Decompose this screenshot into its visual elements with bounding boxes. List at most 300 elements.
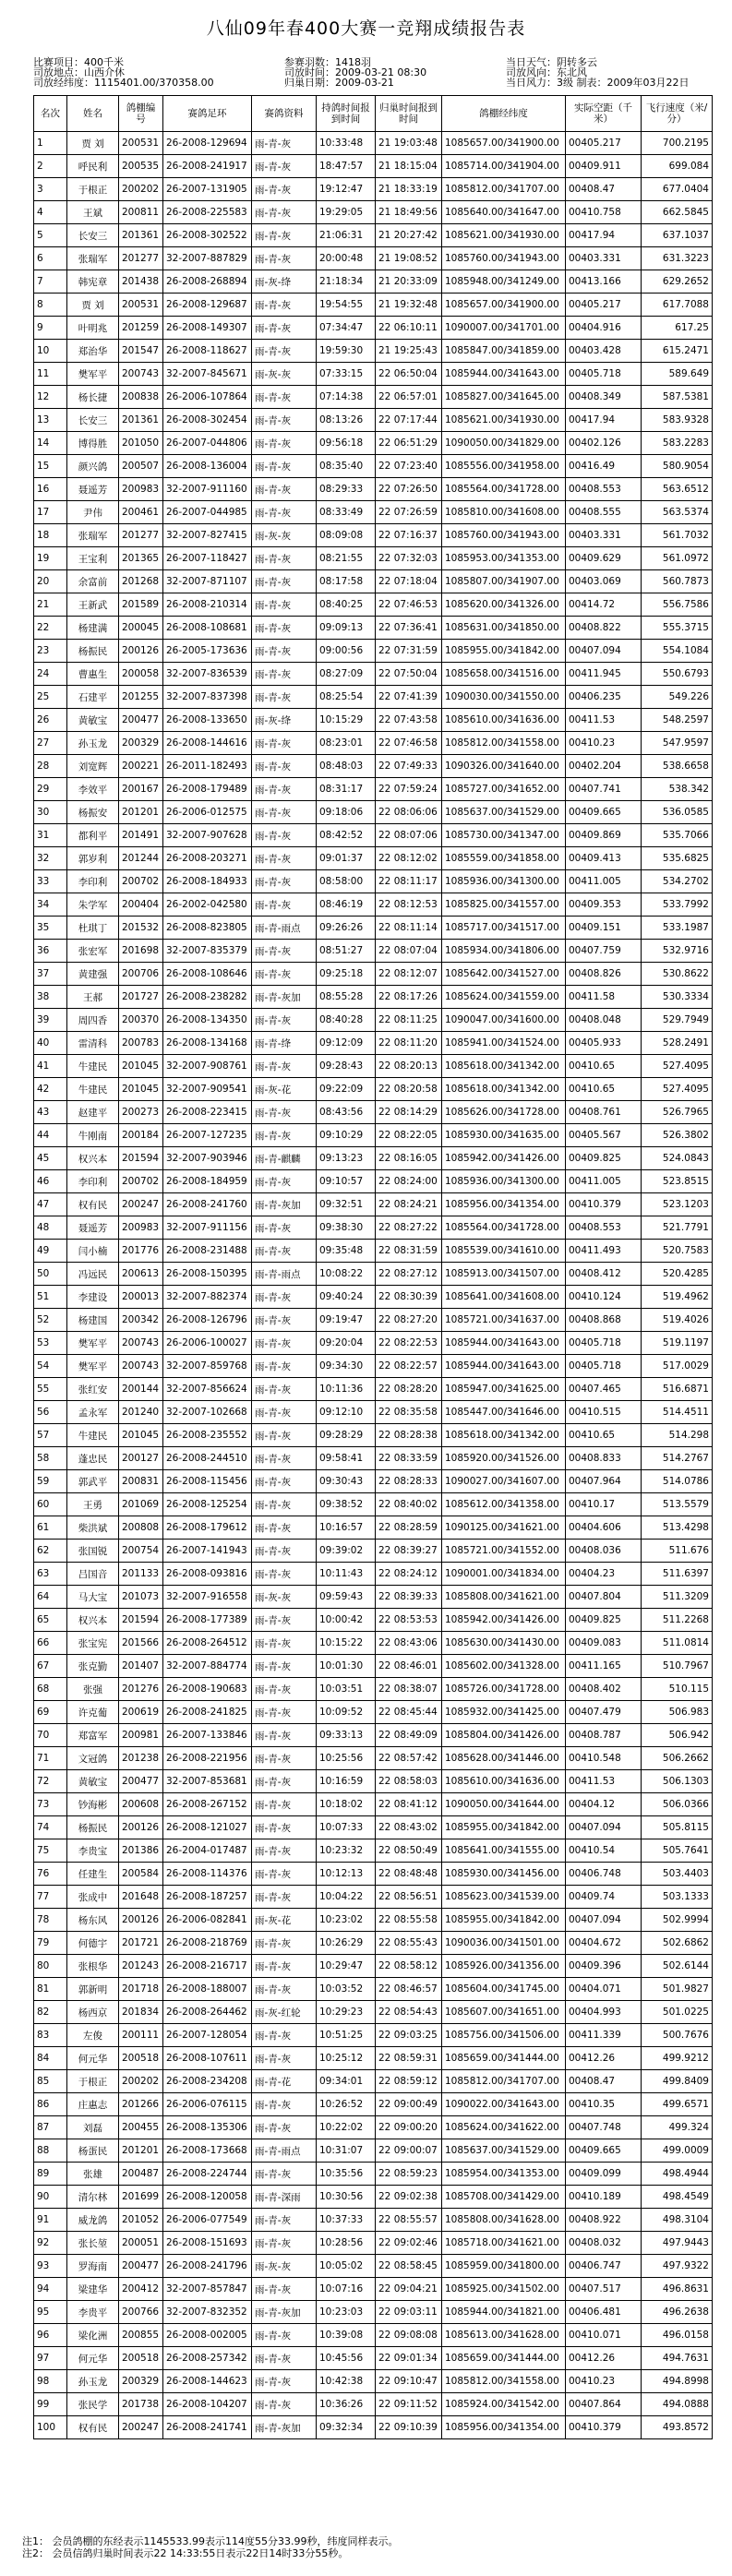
rank-cell: 25 (34, 686, 67, 709)
name-cell: 赵建平 (67, 1101, 119, 1124)
distance-cell: 00403.331 (566, 524, 642, 547)
distance-cell: 00405.217 (566, 294, 642, 317)
speed-cell: 514.2767 (642, 1447, 713, 1470)
name-cell: 周四香 (67, 1009, 119, 1032)
table-row (34, 1678, 713, 1701)
table-row (34, 132, 713, 155)
return-time-cell: 21 19:32:48 (376, 294, 442, 317)
race-info-line: 比赛项目：400千米 (33, 56, 124, 68)
name-cell: 张宝宪 (67, 1632, 119, 1655)
foot-ring-cell: 32-2007-903946 (163, 1147, 252, 1170)
name-cell: 张雄 (67, 2163, 119, 2186)
name-cell: 博得胜 (67, 432, 119, 455)
distance-cell: 00411.53 (566, 1770, 642, 1793)
rank-cell: 40 (34, 1032, 67, 1055)
ring-no-cell: 201244 (119, 847, 163, 870)
ring-no-cell: 201594 (119, 1147, 163, 1170)
coords-cell: 1085621.00/341930.00 (442, 409, 566, 432)
speed-cell: 550.6793 (642, 663, 713, 686)
return-time-cell: 22 08:46:57 (376, 1978, 442, 2001)
foot-ring-cell: 26-2008-264512 (163, 1632, 252, 1655)
duration-cell: 10:16:59 (317, 1770, 376, 1793)
ring-no-cell: 201255 (119, 686, 163, 709)
speed-cell: 511.2268 (642, 1609, 713, 1632)
ring-no-cell: 200743 (119, 1355, 163, 1378)
attr-cell: 雨-青-灰 (252, 2370, 317, 2393)
attr-cell: 雨-青-灰 (252, 2024, 317, 2047)
foot-ring-cell: 26-2008-120058 (163, 2186, 252, 2209)
rank-cell: 100 (34, 2416, 67, 2439)
speed-cell: 499.9212 (642, 2047, 713, 2070)
duration-cell: 10:29:47 (317, 1955, 376, 1978)
table-row (34, 963, 713, 986)
distance-cell: 00409.825 (566, 1609, 642, 1632)
speed-cell: 563.5374 (642, 501, 713, 524)
attr-cell: 雨-青-灰 (252, 1563, 317, 1586)
duration-cell: 08:23:01 (317, 732, 376, 755)
table-row (34, 1147, 713, 1170)
return-time-cell: 22 08:54:43 (376, 2001, 442, 2024)
rank-cell: 78 (34, 1909, 67, 1932)
distance-cell: 00412.26 (566, 2347, 642, 2370)
duration-cell: 10:00:42 (317, 1609, 376, 1632)
coords-cell: 1085618.00/341342.00 (442, 1055, 566, 1078)
distance-cell: 00404.606 (566, 1516, 642, 1540)
rank-cell: 95 (34, 2301, 67, 2324)
foot-ring-cell: 26-2008-238282 (163, 986, 252, 1009)
rank-cell: 77 (34, 1886, 67, 1909)
ring-no-cell: 200811 (119, 201, 163, 224)
return-time-cell: 22 06:57:01 (376, 386, 442, 409)
name-cell: 王斌 (67, 201, 119, 224)
speed-cell: 499.8409 (642, 2070, 713, 2093)
coords-cell: 1085941.00/341524.00 (442, 1032, 566, 1055)
foot-ring-cell: 32-2007-859768 (163, 1355, 252, 1378)
table-row (34, 1839, 713, 1863)
distance-cell: 00410.124 (566, 1286, 642, 1309)
duration-cell: 08:33:49 (317, 501, 376, 524)
rank-cell: 24 (34, 663, 67, 686)
attr-cell: 雨-青-灰 (252, 1793, 317, 1816)
table-row (34, 663, 713, 686)
table-row (34, 1170, 713, 1193)
footnote-1: 注1： 会员鸽棚的东经表示1145533.99表示114度55分33.99秒，纬度同样表示。 (22, 2535, 399, 2547)
table-row (34, 2186, 713, 2209)
distance-cell: 00407.094 (566, 1816, 642, 1839)
name-cell: 贾 刘 (67, 294, 119, 317)
name-cell: 杨长捷 (67, 386, 119, 409)
attr-cell: 雨-灰-花 (252, 1078, 317, 1101)
rank-cell: 83 (34, 2024, 67, 2047)
duration-cell: 20:00:48 (317, 247, 376, 270)
return-time-cell: 22 08:07:06 (376, 824, 442, 847)
attr-cell: 雨-青-雨点 (252, 1263, 317, 1286)
speed-cell: 528.2491 (642, 1032, 713, 1055)
foot-ring-cell: 26-2008-134168 (163, 1032, 252, 1055)
table-row (34, 2232, 713, 2255)
foot-ring-cell: 26-2008-221956 (163, 1747, 252, 1770)
distance-cell: 00407.094 (566, 640, 642, 663)
attr-cell: 雨-青-灰 (252, 732, 317, 755)
foot-ring-cell: 32-2007-887829 (163, 247, 252, 270)
foot-ring-cell: 26-2007-118427 (163, 547, 252, 570)
duration-cell: 10:12:13 (317, 1863, 376, 1886)
return-time-cell: 22 08:27:12 (376, 1263, 442, 1286)
attr-cell: 雨-灰-绛 (252, 270, 317, 294)
return-time-cell: 22 07:18:04 (376, 570, 442, 593)
foot-ring-cell: 26-2006-077549 (163, 2209, 252, 2232)
rank-cell: 7 (34, 270, 67, 294)
table-row (34, 224, 713, 247)
rank-cell: 61 (34, 1516, 67, 1540)
name-cell: 张瑞军 (67, 247, 119, 270)
attr-cell: 雨-青-灰 (252, 570, 317, 593)
duration-cell: 10:23:32 (317, 1839, 376, 1863)
duration-cell: 09:58:41 (317, 1447, 376, 1470)
speed-cell: 547.9597 (642, 732, 713, 755)
duration-cell: 21:18:34 (317, 270, 376, 294)
duration-cell: 09:38:30 (317, 1216, 376, 1240)
coords-cell: 1085607.00/341651.00 (442, 2001, 566, 2024)
name-cell: 蓬忠民 (67, 1447, 119, 1470)
foot-ring-cell: 26-2007-044806 (163, 432, 252, 455)
speed-cell: 561.0972 (642, 547, 713, 570)
ring-no-cell: 200507 (119, 455, 163, 478)
speed-cell: 530.3334 (642, 986, 713, 1009)
return-time-cell: 22 08:40:02 (376, 1493, 442, 1516)
attr-cell: 雨-青-灰 (252, 686, 317, 709)
attr-cell: 雨-青-灰 (252, 1886, 317, 1909)
ring-no-cell: 200535 (119, 155, 163, 178)
table-row (34, 801, 713, 824)
ring-no-cell: 201073 (119, 1586, 163, 1609)
duration-cell: 10:37:33 (317, 2209, 376, 2232)
name-cell: 长安三 (67, 409, 119, 432)
distance-cell: 00407.864 (566, 2393, 642, 2416)
name-cell: 王宝利 (67, 547, 119, 570)
attr-cell: 雨-灰-红轮 (252, 2001, 317, 2024)
coords-cell: 1085641.00/341555.00 (442, 1839, 566, 1863)
duration-cell: 10:07:33 (317, 1816, 376, 1839)
name-cell: 长安三 (67, 224, 119, 247)
coords-cell: 1085628.00/341446.00 (442, 1747, 566, 1770)
name-cell: 王新武 (67, 593, 119, 617)
name-cell: 任建生 (67, 1863, 119, 1886)
speed-cell: 530.8622 (642, 963, 713, 986)
ring-no-cell: 201133 (119, 1563, 163, 1586)
duration-cell: 10:04:22 (317, 1886, 376, 1909)
table-row (34, 617, 713, 640)
coords-cell: 1085810.00/341608.00 (442, 501, 566, 524)
foot-ring-cell: 26-2008-135306 (163, 2116, 252, 2139)
table-row (34, 732, 713, 755)
foot-ring-cell: 26-2007-133846 (163, 1724, 252, 1747)
header-attr: 赛鸽资料 (252, 96, 317, 132)
ring-no-cell: 201727 (119, 986, 163, 1009)
distance-cell: 00408.868 (566, 1309, 642, 1332)
distance-cell: 00404.916 (566, 317, 642, 340)
return-time-cell: 22 08:24:12 (376, 1563, 442, 1586)
table-row (34, 432, 713, 455)
speed-cell: 511.0814 (642, 1632, 713, 1655)
speed-cell: 506.1303 (642, 1770, 713, 1793)
return-time-cell: 22 08:48:48 (376, 1863, 442, 1886)
foot-ring-cell: 26-2008-179489 (163, 778, 252, 801)
rank-cell: 86 (34, 2093, 67, 2116)
rank-cell: 9 (34, 317, 67, 340)
distance-cell: 00410.758 (566, 201, 642, 224)
rank-cell: 49 (34, 1240, 67, 1263)
ring-no-cell: 201045 (119, 1078, 163, 1101)
name-cell: 于根正 (67, 2070, 119, 2093)
return-time-cell: 21 19:08:52 (376, 247, 442, 270)
ring-no-cell: 201277 (119, 524, 163, 547)
rank-cell: 85 (34, 2070, 67, 2093)
speed-cell: 510.7967 (642, 1655, 713, 1678)
name-cell: 杨东风 (67, 1909, 119, 1932)
attr-cell: 雨-青-灰 (252, 1170, 317, 1193)
attr-cell: 雨-青-灰 (252, 1839, 317, 1863)
name-cell: 都利平 (67, 824, 119, 847)
return-time-cell: 22 08:58:03 (376, 1770, 442, 1793)
coords-cell: 1085721.00/341637.00 (442, 1309, 566, 1332)
duration-cell: 18:47:57 (317, 155, 376, 178)
attr-cell: 雨-青-灰加 (252, 1193, 317, 1216)
table-row (34, 524, 713, 547)
coords-cell: 1085808.00/341621.00 (442, 1586, 566, 1609)
coords-cell: 1085760.00/341943.00 (442, 247, 566, 270)
ring-no-cell: 200127 (119, 1447, 163, 1470)
ring-no-cell: 201648 (119, 1886, 163, 1909)
distance-cell: 00402.204 (566, 755, 642, 778)
coords-cell: 1085623.00/341539.00 (442, 1886, 566, 1909)
attr-cell: 雨-青-灰 (252, 294, 317, 317)
distance-cell: 00409.911 (566, 155, 642, 178)
attr-cell: 雨-青-灰 (252, 1770, 317, 1793)
attr-cell: 雨-青-灰 (252, 1724, 317, 1747)
duration-cell: 08:13:26 (317, 409, 376, 432)
foot-ring-cell: 26-2008-225583 (163, 201, 252, 224)
return-time-cell: 22 06:10:11 (376, 317, 442, 340)
table-row (34, 1724, 713, 1747)
rank-cell: 30 (34, 801, 67, 824)
distance-cell: 00410.54 (566, 1839, 642, 1863)
ring-no-cell: 200404 (119, 893, 163, 917)
distance-cell: 00409.74 (566, 1886, 642, 1909)
coords-cell: 1085807.00/341907.00 (442, 570, 566, 593)
duration-cell: 09:33:13 (317, 1724, 376, 1747)
attr-cell: 雨-青-绛 (252, 1032, 317, 1055)
coords-cell: 1085559.00/341858.00 (442, 847, 566, 870)
name-cell: 黄敏宝 (67, 1770, 119, 1793)
distance-cell: 00408.787 (566, 1724, 642, 1747)
speed-cell: 548.2597 (642, 709, 713, 732)
table-row (34, 1032, 713, 1055)
return-time-cell: 21 18:15:04 (376, 155, 442, 178)
return-time-cell: 22 08:39:27 (376, 1540, 442, 1563)
duration-cell: 21:06:31 (317, 224, 376, 247)
ring-no-cell: 200983 (119, 1216, 163, 1240)
rank-cell: 69 (34, 1701, 67, 1724)
coords-cell: 1085944.00/341821.00 (442, 2301, 566, 2324)
distance-cell: 00404.993 (566, 2001, 642, 2024)
attr-cell: 雨-灰-灰 (252, 363, 317, 386)
name-cell: 郭武平 (67, 1470, 119, 1493)
ring-no-cell: 200983 (119, 478, 163, 501)
ring-no-cell: 200167 (119, 778, 163, 801)
coords-cell: 1085613.00/341628.00 (442, 2324, 566, 2347)
speed-cell: 561.7032 (642, 524, 713, 547)
speed-cell: 516.6871 (642, 1378, 713, 1401)
coords-cell: 1085564.00/341728.00 (442, 478, 566, 501)
duration-cell: 10:11:36 (317, 1378, 376, 1401)
name-cell: 张长堃 (67, 2232, 119, 2255)
foot-ring-cell: 26-2008-234208 (163, 2070, 252, 2093)
foot-ring-cell: 26-2008-121027 (163, 1816, 252, 1839)
return-time-cell: 22 07:26:59 (376, 501, 442, 524)
name-cell: 梁建华 (67, 2278, 119, 2301)
attr-cell: 雨-青-灰 (252, 1240, 317, 1263)
return-time-cell: 22 08:28:33 (376, 1470, 442, 1493)
coords-cell: 1085956.00/341354.00 (442, 1193, 566, 1216)
foot-ring-cell: 26-2006-107864 (163, 386, 252, 409)
ring-no-cell: 201491 (119, 824, 163, 847)
duration-cell: 09:20:04 (317, 1332, 376, 1355)
ring-no-cell: 201238 (119, 1747, 163, 1770)
distance-cell: 00405.217 (566, 132, 642, 155)
rank-cell: 48 (34, 1216, 67, 1240)
report-title: 八仙09年春400大赛一竞翔成绩报告表 (206, 18, 526, 39)
coords-cell: 1085717.00/341517.00 (442, 917, 566, 940)
duration-cell: 10:29:23 (317, 2001, 376, 2024)
rank-cell: 10 (34, 340, 67, 363)
rank-cell: 44 (34, 1124, 67, 1147)
attr-cell: 雨-青-灰 (252, 593, 317, 617)
duration-cell: 10:30:56 (317, 2186, 376, 2209)
table-row (34, 294, 713, 317)
distance-cell: 00407.517 (566, 2278, 642, 2301)
return-time-cell: 22 07:46:58 (376, 732, 442, 755)
speed-cell: 496.0158 (642, 2324, 713, 2347)
duration-cell: 10:23:03 (317, 2301, 376, 2324)
name-cell: 杨西京 (67, 2001, 119, 2024)
name-cell: 何元华 (67, 2047, 119, 2070)
foot-ring-cell: 32-2007-837398 (163, 686, 252, 709)
coords-cell: 1085658.00/341516.00 (442, 663, 566, 686)
attr-cell: 雨-青-灰 (252, 1516, 317, 1540)
speed-cell: 506.0366 (642, 1793, 713, 1816)
name-cell: 李贵宝 (67, 1839, 119, 1863)
table-row (34, 870, 713, 893)
table-row (34, 1355, 713, 1378)
attr-cell: 雨-青-灰 (252, 178, 317, 201)
rank-cell: 21 (34, 593, 67, 617)
ring-no-cell: 201045 (119, 1055, 163, 1078)
coords-cell: 1085954.00/341353.00 (442, 2163, 566, 2186)
foot-ring-cell: 26-2008-129687 (163, 294, 252, 317)
foot-ring-cell: 26-2008-108681 (163, 617, 252, 640)
distance-cell: 00408.822 (566, 617, 642, 640)
ring-no-cell: 201532 (119, 917, 163, 940)
speed-cell: 514.4511 (642, 1401, 713, 1424)
duration-cell: 10:15:22 (317, 1632, 376, 1655)
coords-cell: 1085926.00/341356.00 (442, 1955, 566, 1978)
foot-ring-cell: 26-2006-082841 (163, 1909, 252, 1932)
foot-ring-cell: 26-2008-179612 (163, 1516, 252, 1540)
distance-cell: 00409.665 (566, 801, 642, 824)
foot-ring-cell: 26-2008-268894 (163, 270, 252, 294)
table-row (34, 709, 713, 732)
speed-cell: 534.2702 (642, 870, 713, 893)
attr-cell: 雨-青-灰 (252, 1216, 317, 1240)
ring-no-cell: 201365 (119, 547, 163, 570)
rank-cell: 1 (34, 132, 67, 155)
table-row (34, 247, 713, 270)
foot-ring-cell: 26-2008-177389 (163, 1609, 252, 1632)
ring-no-cell: 201699 (119, 2186, 163, 2209)
foot-ring-cell: 26-2008-002005 (163, 2324, 252, 2347)
table-row (34, 409, 713, 432)
attr-cell: 雨-青-灰 (252, 317, 317, 340)
ring-no-cell: 201276 (119, 1678, 163, 1701)
coords-cell: 1085936.00/341300.00 (442, 870, 566, 893)
coords-cell: 1085659.00/341444.00 (442, 2047, 566, 2070)
speed-cell: 563.6512 (642, 478, 713, 501)
speed-cell: 589.649 (642, 363, 713, 386)
duration-cell: 10:23:02 (317, 1909, 376, 1932)
table-row (34, 2116, 713, 2139)
name-cell: 张民学 (67, 2393, 119, 2416)
rank-cell: 63 (34, 1563, 67, 1586)
attr-cell: 雨-青-灰 (252, 547, 317, 570)
foot-ring-cell: 26-2004-017487 (163, 1839, 252, 1863)
distance-cell: 00409.413 (566, 847, 642, 870)
speed-cell: 494.7631 (642, 2347, 713, 2370)
speed-cell: 502.6862 (642, 1932, 713, 1955)
table-row (34, 1124, 713, 1147)
attr-cell: 雨-青-灰加 (252, 986, 317, 1009)
attr-cell: 雨-青-灰 (252, 1747, 317, 1770)
attr-cell: 雨-青-灰 (252, 132, 317, 155)
speed-cell: 503.1333 (642, 1886, 713, 1909)
rank-cell: 23 (34, 640, 67, 663)
duration-cell: 09:59:43 (317, 1586, 376, 1609)
ring-no-cell: 200702 (119, 870, 163, 893)
ring-no-cell: 200808 (119, 1516, 163, 1540)
coords-cell: 1085630.00/341430.00 (442, 1632, 566, 1655)
distance-cell: 00407.465 (566, 1378, 642, 1401)
coords-cell: 1085942.00/341426.00 (442, 1147, 566, 1170)
distance-cell: 00410.65 (566, 1424, 642, 1447)
duration-cell: 10:07:16 (317, 2278, 376, 2301)
name-cell: 马大宝 (67, 1586, 119, 1609)
return-time-cell: 22 07:50:04 (376, 663, 442, 686)
foot-ring-cell: 26-2008-144623 (163, 2370, 252, 2393)
name-cell: 权兴本 (67, 1609, 119, 1632)
name-cell: 李印利 (67, 1170, 119, 1193)
rank-cell: 59 (34, 1470, 67, 1493)
rank-cell: 8 (34, 294, 67, 317)
speed-cell: 506.983 (642, 1701, 713, 1724)
rank-cell: 29 (34, 778, 67, 801)
return-time-cell: 22 08:11:25 (376, 1009, 442, 1032)
coords-cell: 1090047.00/341600.00 (442, 1009, 566, 1032)
table-row (34, 1816, 713, 1839)
name-cell: 杨振民 (67, 640, 119, 663)
name-cell: 张成中 (67, 1886, 119, 1909)
attr-cell: 雨-青-灰 (252, 663, 317, 686)
return-time-cell: 22 08:22:57 (376, 1355, 442, 1378)
